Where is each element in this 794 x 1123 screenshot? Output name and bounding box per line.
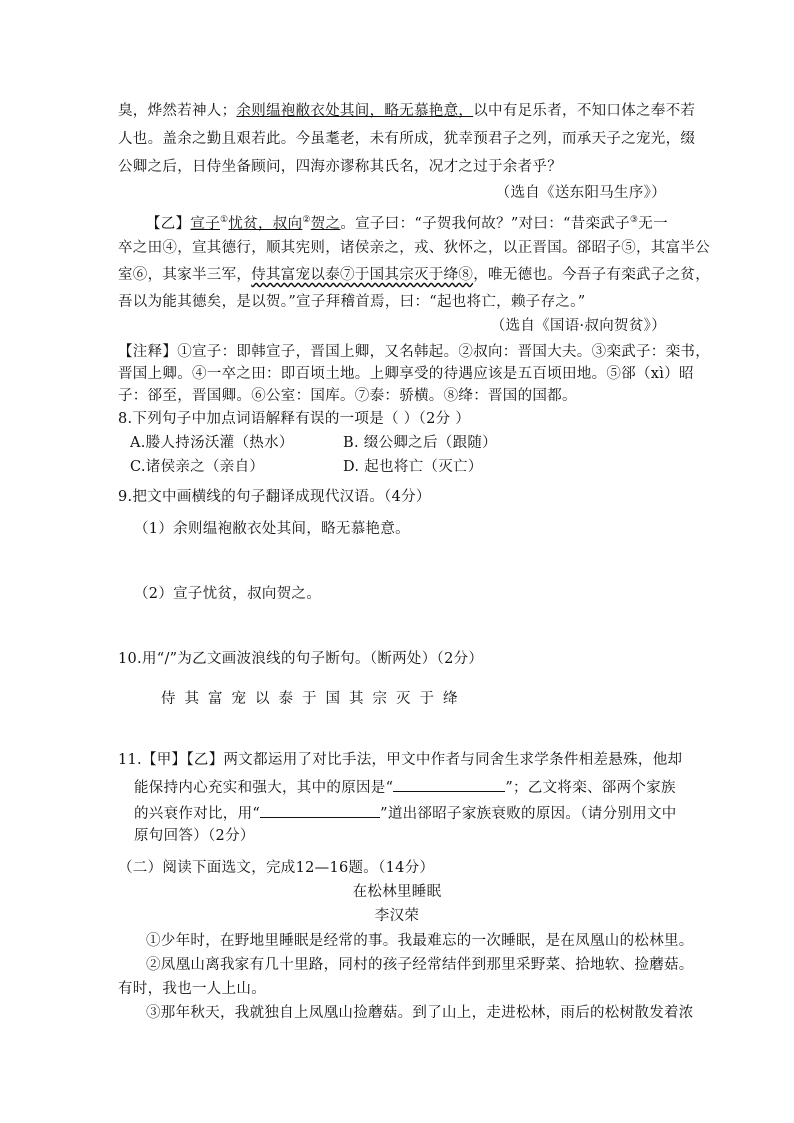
q11-text: ”；乙文将栾、郤两个家族 [505,780,676,796]
paragraph-3: ③那年秋天，我就独自上凤凰山捡蘑菇。到了山上，走进松林，雨后的松树散发着浓 [146,1005,694,1021]
q11-text: 能保持内心充实和强大，其中的原因是“ [134,780,394,796]
q11-text: 的兴衰作对比，用“ [134,806,261,822]
q11-line-1: 11.【甲】【乙】两文都运用了对比手法，甲文中作者与同舍生求学条件相差悬殊，他却 [118,752,683,768]
q11-line-4: 原句回答）（2分） [134,828,255,844]
yi-underlined: 贺之 [310,215,341,232]
note-marker: ② [302,215,311,225]
notes-line-2: 晋国上卿。④一卒之田：即百顷土地。上卿享受的待遇应该是五百顷田地。⑤郤（xì）昭 [118,366,694,382]
q11-text: ”道出郤昭子家族衰败的原因。（请分别用文中 [380,806,677,822]
q8-stem: 8.下列句子中加点词语解释有误的一项是（ ）（2分 ） [118,411,471,427]
q8-option-b: B. 缀公卿之后（跟随） [343,435,497,451]
yi-source: （选自《国语·叔向贺贫》） [490,318,666,334]
yi-line-4: 吾以为能其德矣，是以贺。”宣子拜稽首焉，曰：“起也将亡，赖子存之。” [118,294,586,310]
q11-line-2 [134,775,676,798]
article-author: 李汉荣 [374,908,420,924]
jia-text: 以中有足乐者，不知口体之奉不若 [473,103,696,119]
q8-option-c: C.诸侯亲之（亲自） [130,459,265,475]
yi-line-3 [118,265,710,285]
jia-source: （选自《送东阳马生序》） [495,185,666,201]
notes-line-3: 子：郤至，晋国卿。⑥公室：国库。⑦泰：骄横。⑧绛：晋国的国都。 [118,388,577,404]
q9-stem: 9.把文中画横线的句子翻译成现代汉语。（4分） [118,489,431,505]
answer-blank-2[interactable] [260,801,380,818]
article-title: 在松林里睡眠 [352,884,442,900]
notes-line-1: 【注释】①宣子：即韩宣子，晋国上卿，又名韩起。②叔向：晋国大夫。③栾武子：栾书， [118,344,710,360]
yi-underlined: 忧贫，叔向 [228,215,303,232]
yi-text: ，唯无德也。今吾子有栾武子之贫， [473,267,711,283]
jia-text: 臭，烨然若神人； [118,103,237,119]
section2-heading: （二）阅读下面选文，完成12—16题。（14分） [118,860,435,876]
yi-text: 。宣子曰：“子贺我何故？”对曰：“昔栾武子 [340,215,630,232]
yi-underlined: 宣子 [190,215,221,232]
paragraph-1: ①少年时，在野地里睡眠是经常的事。我最难忘的一次睡眠，是在凤凰山的松林里。 [146,933,694,949]
yi-text: 室⑥，其家半三军， [118,267,252,283]
note-marker: ① [220,215,229,225]
jia-line-1 [118,101,695,121]
jia-line-2: 人也。盖余之勤且艰若此。今虽耄老，未有所成，犹幸预君子之列，而承天子之宠光，缀 [118,131,696,147]
paragraph-2a: ②凤凰山离我家有几十里路，同村的孩子经常结伴到那里采野菜、拾地软、捡蘑菇。 [146,957,694,973]
yi-text: 无一 [638,215,668,232]
yi-label: 【乙】 [146,215,191,232]
q8-option-d: D. 起也将亡（灭亡） [343,459,483,475]
note-marker: ③ [629,215,639,225]
q9-sentence-2: （2）宣子忧贫，叔向贺之。 [134,586,322,602]
q11-line-3 [134,801,677,824]
jia-underlined-sentence: 余则缊袍敝衣处其间，略无慕艳意， [236,103,474,119]
q10-stem: 10.用“/”为乙文画波浪线的句子断句。（断两处）（2分） [118,651,484,667]
jia-line-3: 公卿之后，日侍坐备顾问，四海亦谬称其氏名，况才之过于余者乎？ [118,159,562,175]
answer-blank-1[interactable] [393,775,505,792]
yi-line-2: 卒之田④，宣其德行，顺其宪则，诸侯亲之，戎、狄怀之，以正晋国。郤昭子⑤，其富半公 [118,240,710,256]
q10-sentence: 侍其富宠以泰于国其宗灭于绛 [161,691,467,707]
q9-sentence-1: （1）余则缊袍敝衣处其间，略无慕艳意。 [134,521,410,537]
yi-wavy-sentence: 侍其富宠以泰⑦于国其宗灭于绛⑧ [251,267,474,283]
yi-line-1 [146,210,668,234]
paragraph-2b: 有时，我也一人上山。 [118,981,266,997]
q8-option-a: A.媵人持汤沃灌（热水） [130,435,294,451]
